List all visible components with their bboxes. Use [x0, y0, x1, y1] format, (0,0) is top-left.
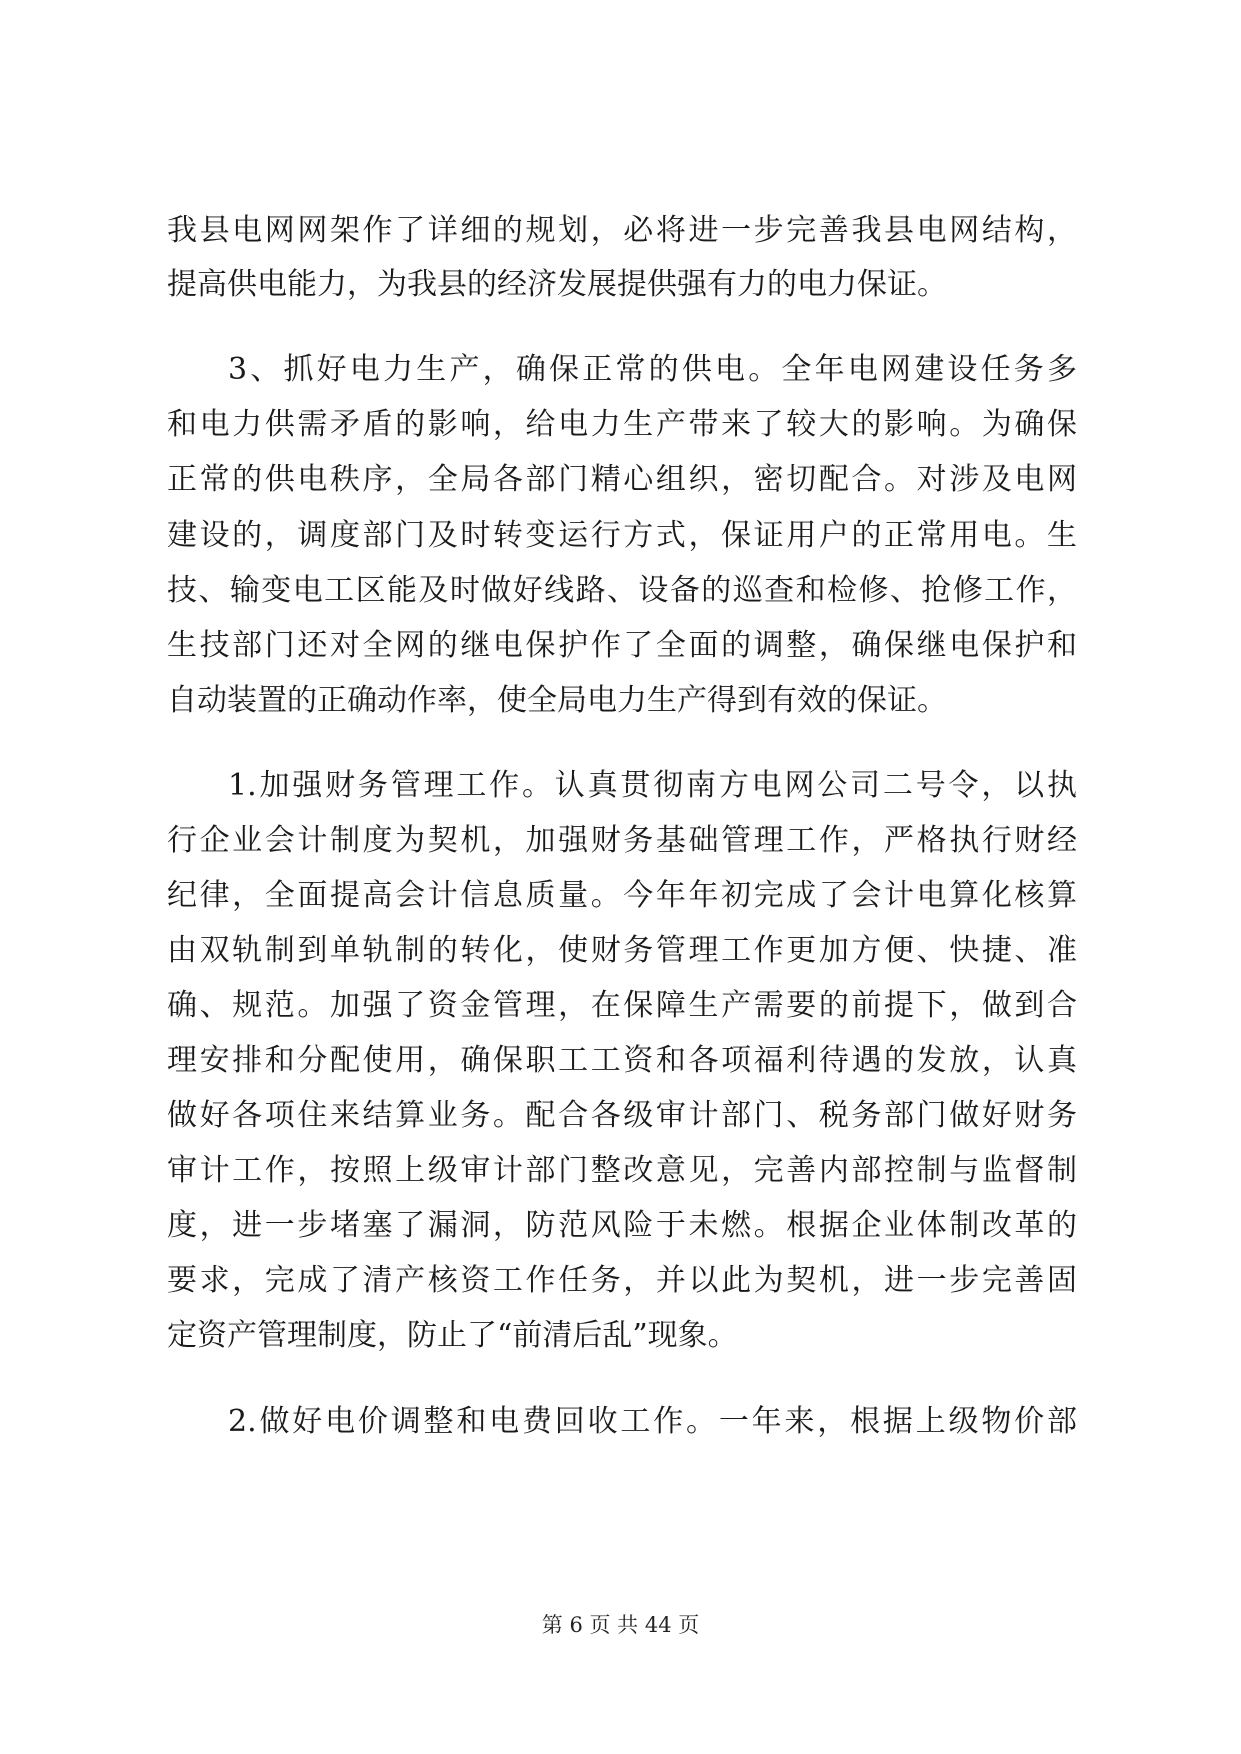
body-text-line: 2.做好电价调整和电费回收工作。一年来，根据上级物价部: [228, 1404, 1077, 1439]
body-text-line: 定资产管理制度，防止了“前清后乱”现象。: [167, 1318, 738, 1353]
body-text-line: 度，进一步堵塞了漏洞，防范风险于未燃。根据企业体制改革的: [167, 1208, 1077, 1243]
body-text-line: 正常的供电秩序，全局各部门精心组织，密切配合。对涉及电网: [167, 462, 1077, 497]
body-text-line: 和电力供需矛盾的影响，给电力生产带来了较大的影响。为确保: [167, 407, 1077, 442]
body-text-line: 行企业会计制度为契机，加强财务基础管理工作，严格执行财经: [167, 823, 1077, 858]
body-text-line: 确、规范。加强了资金管理，在保障生产需要的前提下，做到合: [167, 988, 1077, 1023]
body-text-line: 自动装置的正确动作率，使全局电力生产得到有效的保证。: [167, 683, 947, 718]
body-text-line: 提高供电能力，为我县的经济发展提供强有力的电力保证。: [167, 267, 947, 302]
body-text-line: 建设的，调度部门及时转变运行方式，保证用户的正常用电。生: [167, 518, 1077, 553]
body-text-line: 纪律，全面提高会计信息质量。今年年初完成了会计电算化核算: [167, 878, 1077, 913]
page-number-footer: 第 6 页 共 44 页: [541, 1613, 700, 1637]
body-text-line: 由双轨制到单轨制的转化，使财务管理工作更加方便、快捷、准: [167, 933, 1077, 968]
body-text-line: 生技部门还对全网的继电保护作了全面的调整，确保继电保护和: [167, 628, 1077, 663]
body-text-line: 要求，完成了清产核资工作任务，并以此为契机，进一步完善固: [167, 1263, 1077, 1298]
body-text-line: 1.加强财务管理工作。认真贯彻南方电网公司二号令，以执: [228, 768, 1077, 803]
body-text-line: 我县电网网架作了详细的规划，必将进一步完善我县电网结构，: [167, 213, 1077, 248]
body-text-line: 理安排和分配使用，确保职工工资和各项福利待遇的发放，认真: [167, 1043, 1077, 1078]
body-text-line: 技、输变电工区能及时做好线路、设备的巡查和检修、抢修工作，: [167, 573, 1077, 608]
body-text-line: 做好各项住来结算业务。配合各级审计部门、税务部门做好财务: [167, 1098, 1077, 1133]
body-text-line: 3、抓好电力生产，确保正常的供电。全年电网建设任务多: [228, 352, 1077, 387]
body-text-line: 审计工作，按照上级审计部门整改意见，完善内部控制与监督制: [167, 1153, 1077, 1188]
